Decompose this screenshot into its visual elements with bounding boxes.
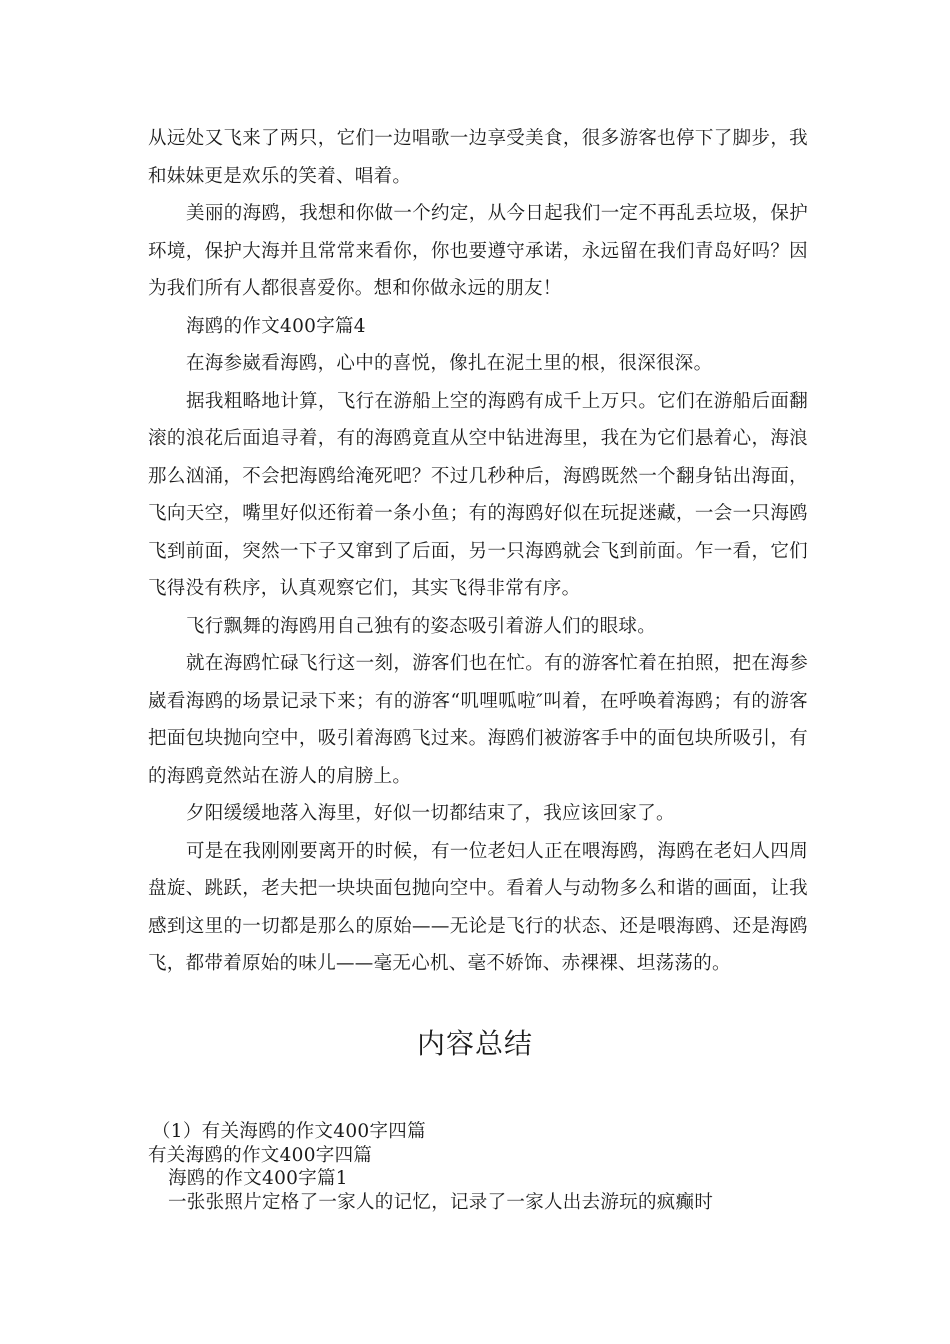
paragraph-7: 夕阳缓缓地落入海里，好似一切都结束了，我应该回家了。 [186,803,675,824]
summary-line-1: （1）有关海鸥的作文400字四篇 [152,1121,426,1142]
paragraph-3: 在海参崴看海鸥，心中的喜悦，像扎在泥土里的根，很深很深。 [186,353,713,374]
summary-line-2: 有关海鸥的作文400字四篇 [148,1144,373,1166]
paragraph-6: 就在海鸥忙碌飞行这一刻，游客们也在忙。有的游客忙着在拍照，把在海参崴看海鸥的场景记录下来；有的游客“叽哩呱啦″叫着，在呼唤着海鸥；有的游客把面包块抛向空中，吸引着海鸥飞过来。海鸥们被游客手中的面包块所吸引，有的海鸥竟然站在游人的肩膀上。 [148,653,808,787]
section-heading-4: 海鸥的作文400字篇4 [186,315,366,337]
paragraph-4: 据我粗略地计算，飞行在游船上空的海鸥有成千上万只。它们在游船后面翻滚的浪花后面追寻着，有的海鸥竟直从空中钻进海里，我在为它们悬着心，海浪那么汹涌，不会把海鸥给淹死吧？不过几秒种后，海鸥既然一个翻身钻出海面，飞向天空，嘴里好似还衔着一条小鱼；有的海鸥好似在玩捉迷藏，一会一只海鸥飞到前面，突然一下子又窜到了后面，另一只海鸥就会飞到前面。乍一看，它们飞得没有秩序，认真观察它们，其实飞得非常有序。 [148,390,808,599]
paragraph-1: 从远处又飞来了两只，它们一边唱歌一边享受美食，很多游客也停下了脚步，我和妹妹更是欢乐的笑着、唱着。 [148,128,808,187]
summary-line-3: 海鸥的作文400字篇1 [168,1168,348,1189]
paragraph-2: 美丽的海鸥，我想和你做一个约定，从今日起我们一定不再乱丢垃圾，保护环境，保护大海并且常常来看你，你也要遵守承诺，永远留在我们青岛好吗？因为我们所有人都很喜爱你。想和你做永远的朋友！ [148,203,808,299]
summary-line-4: 一张张照片定格了一家人的记忆，记录了一家人出去游玩的疯癫时 [168,1191,714,1213]
summary-section [148,1120,828,1214]
paragraph-8: 可是在我刚刚要离开的时候，有一位老妇人正在喂海鸥，海鸥在老妇人四周盘旋、跳跃，老夫把一块块面包抛向空中。看着人与动物多么和谐的画面，让我感到这里的一切都是那么的原始——无论是飞行的状态、还是喂海鸥、还是海鸥飞，都带着原始的味儿——毫无心机、毫不娇饰、赤裸裸、坦荡荡的。 [148,840,808,974]
document-body [148,120,808,983]
paragraph-5: 飞行飘舞的海鸥用自己独有的姿态吸引着游人们的眼球。 [186,615,657,637]
summary-title: 内容总结 [416,1027,533,1060]
